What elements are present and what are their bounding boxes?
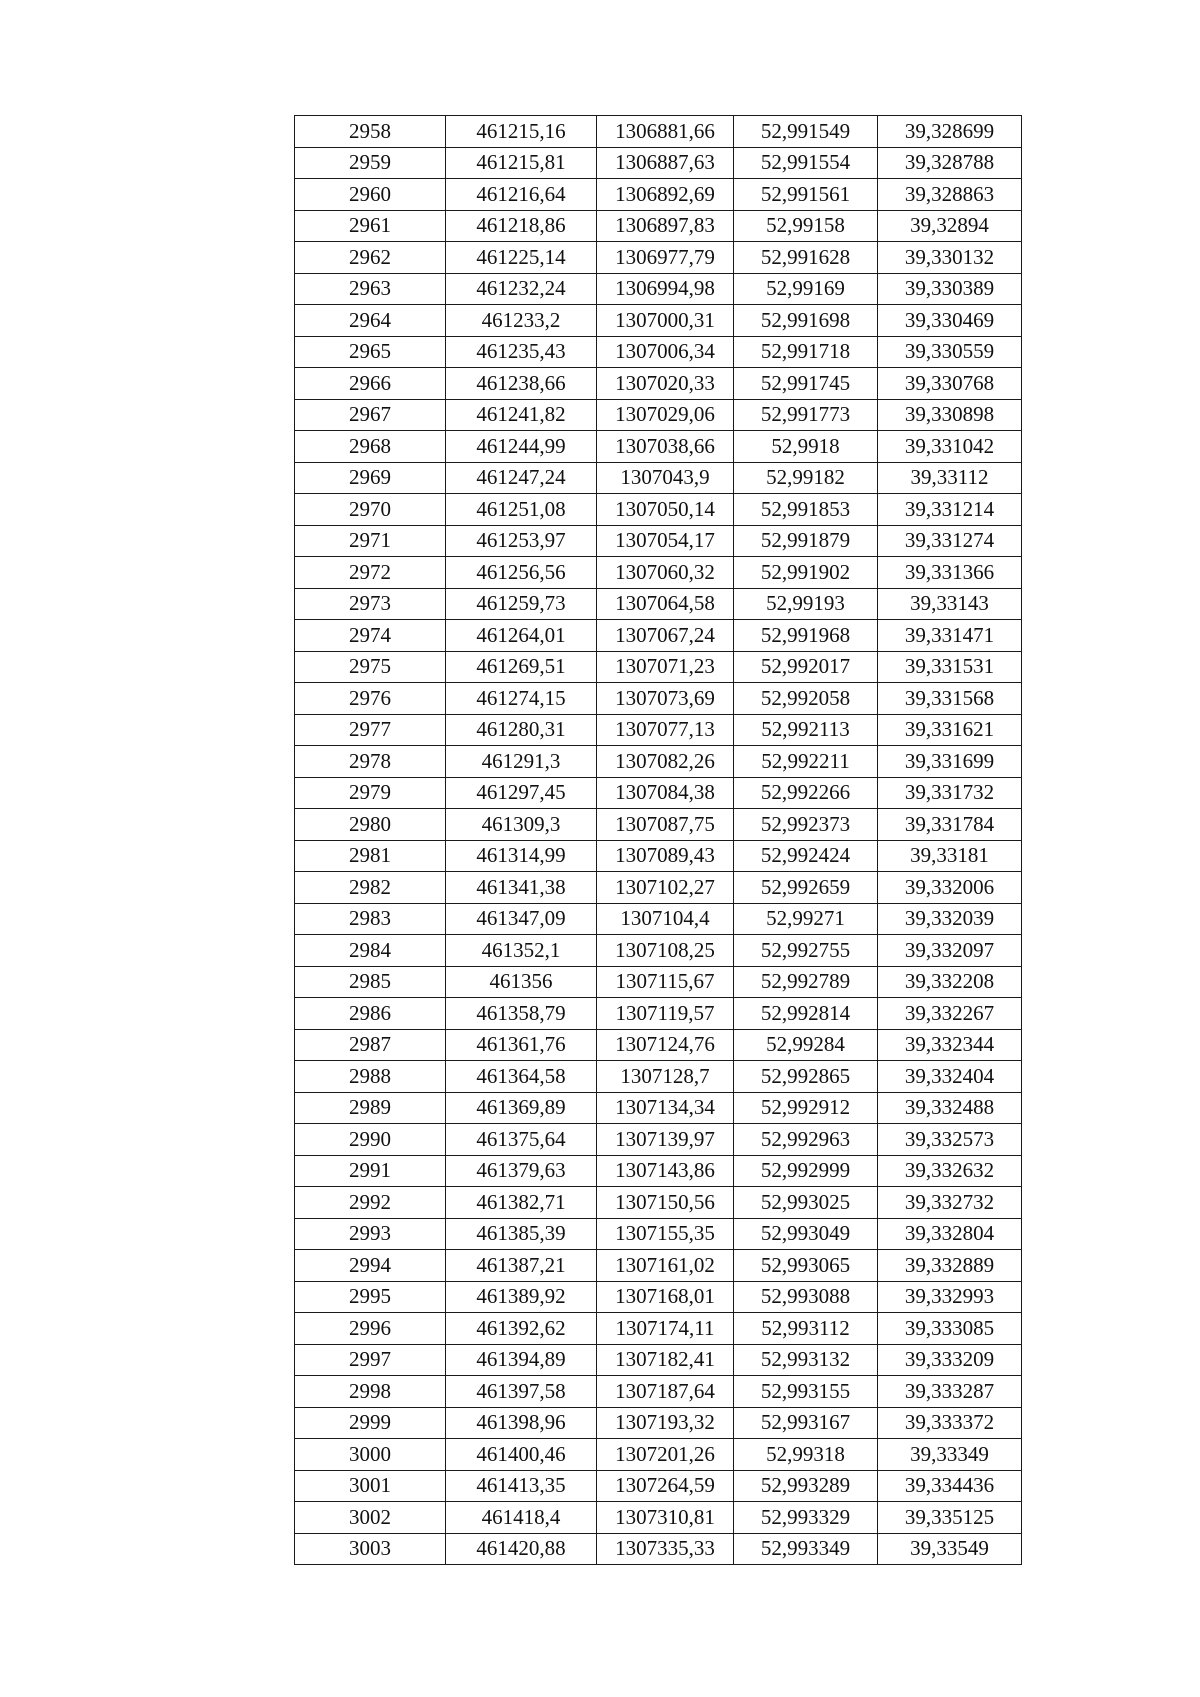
point-number-cell: 2981 [295, 840, 446, 872]
longitude-cell: 39,32894 [878, 210, 1022, 242]
latitude-cell: 52,993088 [734, 1281, 878, 1313]
x-coordinate-cell: 461251,08 [446, 494, 597, 526]
point-number-cell: 2994 [295, 1250, 446, 1282]
coordinates-table [294, 115, 1022, 1565]
table-row [295, 399, 1022, 431]
longitude-cell: 39,332732 [878, 1187, 1022, 1219]
y-coordinate-cell: 1307193,32 [597, 1407, 734, 1439]
y-coordinate-cell: 1307104,4 [597, 903, 734, 935]
y-coordinate-cell: 1307054,17 [597, 525, 734, 557]
y-coordinate-cell: 1307084,38 [597, 777, 734, 809]
table-row [295, 1187, 1022, 1219]
longitude-cell: 39,331621 [878, 714, 1022, 746]
point-number-cell: 2982 [295, 872, 446, 904]
longitude-cell: 39,332488 [878, 1092, 1022, 1124]
x-coordinate-cell: 461225,14 [446, 242, 597, 274]
latitude-cell: 52,99318 [734, 1439, 878, 1471]
y-coordinate-cell: 1306977,79 [597, 242, 734, 274]
table-row [295, 588, 1022, 620]
latitude-cell: 52,992424 [734, 840, 878, 872]
x-coordinate-cell: 461358,79 [446, 998, 597, 1030]
x-coordinate-cell: 461274,15 [446, 683, 597, 715]
table-row [295, 336, 1022, 368]
y-coordinate-cell: 1307006,34 [597, 336, 734, 368]
latitude-cell: 52,991902 [734, 557, 878, 589]
table-row [295, 1439, 1022, 1471]
table-row [295, 179, 1022, 211]
table-row [295, 840, 1022, 872]
x-coordinate-cell: 461232,24 [446, 273, 597, 305]
longitude-cell: 39,331274 [878, 525, 1022, 557]
y-coordinate-cell: 1307335,33 [597, 1533, 734, 1565]
x-coordinate-cell: 461389,92 [446, 1281, 597, 1313]
point-number-cell: 2999 [295, 1407, 446, 1439]
y-coordinate-cell: 1307089,43 [597, 840, 734, 872]
latitude-cell: 52,991968 [734, 620, 878, 652]
y-coordinate-cell: 1306892,69 [597, 179, 734, 211]
y-coordinate-cell: 1307071,23 [597, 651, 734, 683]
y-coordinate-cell: 1307043,9 [597, 462, 734, 494]
longitude-cell: 39,331784 [878, 809, 1022, 841]
longitude-cell: 39,33112 [878, 462, 1022, 494]
latitude-cell: 52,992017 [734, 651, 878, 683]
y-coordinate-cell: 1306887,63 [597, 147, 734, 179]
point-number-cell: 2962 [295, 242, 446, 274]
table-row [295, 620, 1022, 652]
point-number-cell: 2975 [295, 651, 446, 683]
table-row [295, 116, 1022, 148]
point-number-cell: 2998 [295, 1376, 446, 1408]
y-coordinate-cell: 1307102,27 [597, 872, 734, 904]
point-number-cell: 2997 [295, 1344, 446, 1376]
point-number-cell: 2986 [295, 998, 446, 1030]
longitude-cell: 39,331471 [878, 620, 1022, 652]
point-number-cell: 2979 [295, 777, 446, 809]
y-coordinate-cell: 1307082,26 [597, 746, 734, 778]
point-number-cell: 2987 [295, 1029, 446, 1061]
point-number-cell: 2966 [295, 368, 446, 400]
longitude-cell: 39,332039 [878, 903, 1022, 935]
latitude-cell: 52,991549 [734, 116, 878, 148]
y-coordinate-cell: 1307050,14 [597, 494, 734, 526]
x-coordinate-cell: 461218,86 [446, 210, 597, 242]
latitude-cell: 52,991879 [734, 525, 878, 557]
point-number-cell: 3002 [295, 1502, 446, 1534]
latitude-cell: 52,992659 [734, 872, 878, 904]
point-number-cell: 2967 [295, 399, 446, 431]
y-coordinate-cell: 1307155,35 [597, 1218, 734, 1250]
table-row [295, 1092, 1022, 1124]
longitude-cell: 39,332889 [878, 1250, 1022, 1282]
point-number-cell: 2996 [295, 1313, 446, 1345]
y-coordinate-cell: 1307161,02 [597, 1250, 734, 1282]
y-coordinate-cell: 1306897,83 [597, 210, 734, 242]
longitude-cell: 39,332632 [878, 1155, 1022, 1187]
longitude-cell: 39,332804 [878, 1218, 1022, 1250]
x-coordinate-cell: 461215,16 [446, 116, 597, 148]
latitude-cell: 52,99158 [734, 210, 878, 242]
latitude-cell: 52,992912 [734, 1092, 878, 1124]
latitude-cell: 52,993167 [734, 1407, 878, 1439]
table-row [295, 1313, 1022, 1345]
y-coordinate-cell: 1307139,97 [597, 1124, 734, 1156]
y-coordinate-cell: 1307134,34 [597, 1092, 734, 1124]
longitude-cell: 39,332573 [878, 1124, 1022, 1156]
latitude-cell: 52,99182 [734, 462, 878, 494]
point-number-cell: 2965 [295, 336, 446, 368]
table-row [295, 242, 1022, 274]
y-coordinate-cell: 1307143,86 [597, 1155, 734, 1187]
x-coordinate-cell: 461291,3 [446, 746, 597, 778]
longitude-cell: 39,335125 [878, 1502, 1022, 1534]
point-number-cell: 2970 [295, 494, 446, 526]
longitude-cell: 39,333287 [878, 1376, 1022, 1408]
y-coordinate-cell: 1307119,57 [597, 998, 734, 1030]
latitude-cell: 52,9918 [734, 431, 878, 463]
point-number-cell: 2989 [295, 1092, 446, 1124]
latitude-cell: 52,993329 [734, 1502, 878, 1534]
table-row [295, 935, 1022, 967]
longitude-cell: 39,330768 [878, 368, 1022, 400]
longitude-cell: 39,331568 [878, 683, 1022, 715]
table-row [295, 777, 1022, 809]
point-number-cell: 2971 [295, 525, 446, 557]
table-row [295, 1407, 1022, 1439]
x-coordinate-cell: 461382,71 [446, 1187, 597, 1219]
latitude-cell: 52,99271 [734, 903, 878, 935]
x-coordinate-cell: 461379,63 [446, 1155, 597, 1187]
longitude-cell: 39,330132 [878, 242, 1022, 274]
table-row [295, 1533, 1022, 1565]
point-number-cell: 2988 [295, 1061, 446, 1093]
x-coordinate-cell: 461309,3 [446, 809, 597, 841]
latitude-cell: 52,991745 [734, 368, 878, 400]
x-coordinate-cell: 461269,51 [446, 651, 597, 683]
table-row [295, 872, 1022, 904]
longitude-cell: 39,330898 [878, 399, 1022, 431]
latitude-cell: 52,992113 [734, 714, 878, 746]
table-row [295, 305, 1022, 337]
point-number-cell: 3001 [295, 1470, 446, 1502]
table-row [295, 273, 1022, 305]
y-coordinate-cell: 1307077,13 [597, 714, 734, 746]
longitude-cell: 39,333209 [878, 1344, 1022, 1376]
x-coordinate-cell: 461297,45 [446, 777, 597, 809]
point-number-cell: 2963 [295, 273, 446, 305]
longitude-cell: 39,331531 [878, 651, 1022, 683]
y-coordinate-cell: 1307029,06 [597, 399, 734, 431]
longitude-cell: 39,332097 [878, 935, 1022, 967]
longitude-cell: 39,332208 [878, 966, 1022, 998]
table-row [295, 651, 1022, 683]
x-coordinate-cell: 461364,58 [446, 1061, 597, 1093]
latitude-cell: 52,992211 [734, 746, 878, 778]
table-row [295, 210, 1022, 242]
x-coordinate-cell: 461413,35 [446, 1470, 597, 1502]
longitude-cell: 39,331366 [878, 557, 1022, 589]
y-coordinate-cell: 1307000,31 [597, 305, 734, 337]
point-number-cell: 2977 [295, 714, 446, 746]
y-coordinate-cell: 1307201,26 [597, 1439, 734, 1471]
longitude-cell: 39,332344 [878, 1029, 1022, 1061]
latitude-cell: 52,993349 [734, 1533, 878, 1565]
x-coordinate-cell: 461256,56 [446, 557, 597, 589]
longitude-cell: 39,332267 [878, 998, 1022, 1030]
y-coordinate-cell: 1307124,76 [597, 1029, 734, 1061]
latitude-cell: 52,99169 [734, 273, 878, 305]
table-row [295, 1061, 1022, 1093]
x-coordinate-cell: 461341,38 [446, 872, 597, 904]
table-row [295, 1155, 1022, 1187]
x-coordinate-cell: 461394,89 [446, 1344, 597, 1376]
x-coordinate-cell: 461247,24 [446, 462, 597, 494]
y-coordinate-cell: 1307060,32 [597, 557, 734, 589]
latitude-cell: 52,992963 [734, 1124, 878, 1156]
x-coordinate-cell: 461216,64 [446, 179, 597, 211]
y-coordinate-cell: 1307168,01 [597, 1281, 734, 1313]
x-coordinate-cell: 461392,62 [446, 1313, 597, 1345]
latitude-cell: 52,993112 [734, 1313, 878, 1345]
latitude-cell: 52,992814 [734, 998, 878, 1030]
y-coordinate-cell: 1307187,64 [597, 1376, 734, 1408]
y-coordinate-cell: 1307108,25 [597, 935, 734, 967]
point-number-cell: 2985 [295, 966, 446, 998]
latitude-cell: 52,992373 [734, 809, 878, 841]
latitude-cell: 52,991561 [734, 179, 878, 211]
point-number-cell: 2993 [295, 1218, 446, 1250]
y-coordinate-cell: 1306994,98 [597, 273, 734, 305]
point-number-cell: 2976 [295, 683, 446, 715]
x-coordinate-cell: 461280,31 [446, 714, 597, 746]
longitude-cell: 39,331214 [878, 494, 1022, 526]
latitude-cell: 52,993049 [734, 1218, 878, 1250]
latitude-cell: 52,993155 [734, 1376, 878, 1408]
x-coordinate-cell: 461356 [446, 966, 597, 998]
x-coordinate-cell: 461253,97 [446, 525, 597, 557]
latitude-cell: 52,992789 [734, 966, 878, 998]
y-coordinate-cell: 1307020,33 [597, 368, 734, 400]
y-coordinate-cell: 1307174,11 [597, 1313, 734, 1345]
x-coordinate-cell: 461235,43 [446, 336, 597, 368]
latitude-cell: 52,991698 [734, 305, 878, 337]
y-coordinate-cell: 1307038,66 [597, 431, 734, 463]
y-coordinate-cell: 1307067,24 [597, 620, 734, 652]
y-coordinate-cell: 1307128,7 [597, 1061, 734, 1093]
latitude-cell: 52,993132 [734, 1344, 878, 1376]
x-coordinate-cell: 461352,1 [446, 935, 597, 967]
coordinates-table-body [295, 116, 1022, 1565]
table-row [295, 903, 1022, 935]
table-row [295, 809, 1022, 841]
y-coordinate-cell: 1307182,41 [597, 1344, 734, 1376]
x-coordinate-cell: 461387,21 [446, 1250, 597, 1282]
x-coordinate-cell: 461361,76 [446, 1029, 597, 1061]
y-coordinate-cell: 1307115,67 [597, 966, 734, 998]
longitude-cell: 39,33549 [878, 1533, 1022, 1565]
longitude-cell: 39,330559 [878, 336, 1022, 368]
x-coordinate-cell: 461398,96 [446, 1407, 597, 1439]
longitude-cell: 39,328788 [878, 147, 1022, 179]
point-number-cell: 2969 [295, 462, 446, 494]
y-coordinate-cell: 1307064,58 [597, 588, 734, 620]
x-coordinate-cell: 461420,88 [446, 1533, 597, 1565]
point-number-cell: 2973 [295, 588, 446, 620]
longitude-cell: 39,328699 [878, 116, 1022, 148]
point-number-cell: 2990 [295, 1124, 446, 1156]
table-row [295, 1029, 1022, 1061]
y-coordinate-cell: 1307310,81 [597, 1502, 734, 1534]
point-number-cell: 2992 [295, 1187, 446, 1219]
table-row [295, 1376, 1022, 1408]
y-coordinate-cell: 1307073,69 [597, 683, 734, 715]
longitude-cell: 39,33349 [878, 1439, 1022, 1471]
latitude-cell: 52,992266 [734, 777, 878, 809]
table-row [295, 998, 1022, 1030]
x-coordinate-cell: 461244,99 [446, 431, 597, 463]
longitude-cell: 39,330469 [878, 305, 1022, 337]
x-coordinate-cell: 461238,66 [446, 368, 597, 400]
latitude-cell: 52,991718 [734, 336, 878, 368]
y-coordinate-cell: 1307264,59 [597, 1470, 734, 1502]
table-row [295, 368, 1022, 400]
longitude-cell: 39,332404 [878, 1061, 1022, 1093]
x-coordinate-cell: 461369,89 [446, 1092, 597, 1124]
table-row [295, 1218, 1022, 1250]
point-number-cell: 2984 [295, 935, 446, 967]
latitude-cell: 52,992755 [734, 935, 878, 967]
point-number-cell: 2972 [295, 557, 446, 589]
point-number-cell: 3000 [295, 1439, 446, 1471]
x-coordinate-cell: 461215,81 [446, 147, 597, 179]
x-coordinate-cell: 461400,46 [446, 1439, 597, 1471]
table-row [295, 1281, 1022, 1313]
table-row [295, 557, 1022, 589]
x-coordinate-cell: 461347,09 [446, 903, 597, 935]
latitude-cell: 52,991853 [734, 494, 878, 526]
table-row [295, 714, 1022, 746]
table-row [295, 1344, 1022, 1376]
longitude-cell: 39,333085 [878, 1313, 1022, 1345]
x-coordinate-cell: 461259,73 [446, 588, 597, 620]
latitude-cell: 52,991628 [734, 242, 878, 274]
longitude-cell: 39,331732 [878, 777, 1022, 809]
point-number-cell: 2968 [295, 431, 446, 463]
table-row [295, 1502, 1022, 1534]
latitude-cell: 52,993025 [734, 1187, 878, 1219]
point-number-cell: 2978 [295, 746, 446, 778]
x-coordinate-cell: 461233,2 [446, 305, 597, 337]
x-coordinate-cell: 461397,58 [446, 1376, 597, 1408]
point-number-cell: 2991 [295, 1155, 446, 1187]
latitude-cell: 52,99193 [734, 588, 878, 620]
longitude-cell: 39,331042 [878, 431, 1022, 463]
point-number-cell: 2980 [295, 809, 446, 841]
x-coordinate-cell: 461375,64 [446, 1124, 597, 1156]
latitude-cell: 52,992999 [734, 1155, 878, 1187]
table-row [295, 494, 1022, 526]
longitude-cell: 39,33143 [878, 588, 1022, 620]
table-row [295, 1124, 1022, 1156]
table-row [295, 1470, 1022, 1502]
table-row [295, 525, 1022, 557]
point-number-cell: 2995 [295, 1281, 446, 1313]
table-row [295, 431, 1022, 463]
x-coordinate-cell: 461264,01 [446, 620, 597, 652]
table-row [295, 966, 1022, 998]
point-number-cell: 2983 [295, 903, 446, 935]
point-number-cell: 2974 [295, 620, 446, 652]
latitude-cell: 52,991554 [734, 147, 878, 179]
point-number-cell: 2958 [295, 116, 446, 148]
longitude-cell: 39,331699 [878, 746, 1022, 778]
longitude-cell: 39,333372 [878, 1407, 1022, 1439]
longitude-cell: 39,328863 [878, 179, 1022, 211]
y-coordinate-cell: 1307087,75 [597, 809, 734, 841]
latitude-cell: 52,991773 [734, 399, 878, 431]
point-number-cell: 2960 [295, 179, 446, 211]
point-number-cell: 2964 [295, 305, 446, 337]
longitude-cell: 39,330389 [878, 273, 1022, 305]
table-row [295, 683, 1022, 715]
longitude-cell: 39,334436 [878, 1470, 1022, 1502]
table-row [295, 462, 1022, 494]
latitude-cell: 52,99284 [734, 1029, 878, 1061]
latitude-cell: 52,993065 [734, 1250, 878, 1282]
latitude-cell: 52,992865 [734, 1061, 878, 1093]
point-number-cell: 2961 [295, 210, 446, 242]
table-row [295, 1250, 1022, 1282]
point-number-cell: 3003 [295, 1533, 446, 1565]
y-coordinate-cell: 1307150,56 [597, 1187, 734, 1219]
x-coordinate-cell: 461418,4 [446, 1502, 597, 1534]
longitude-cell: 39,33181 [878, 840, 1022, 872]
table-row [295, 746, 1022, 778]
x-coordinate-cell: 461385,39 [446, 1218, 597, 1250]
table-row [295, 147, 1022, 179]
latitude-cell: 52,993289 [734, 1470, 878, 1502]
x-coordinate-cell: 461314,99 [446, 840, 597, 872]
point-number-cell: 2959 [295, 147, 446, 179]
latitude-cell: 52,992058 [734, 683, 878, 715]
y-coordinate-cell: 1306881,66 [597, 116, 734, 148]
longitude-cell: 39,332006 [878, 872, 1022, 904]
x-coordinate-cell: 461241,82 [446, 399, 597, 431]
longitude-cell: 39,332993 [878, 1281, 1022, 1313]
